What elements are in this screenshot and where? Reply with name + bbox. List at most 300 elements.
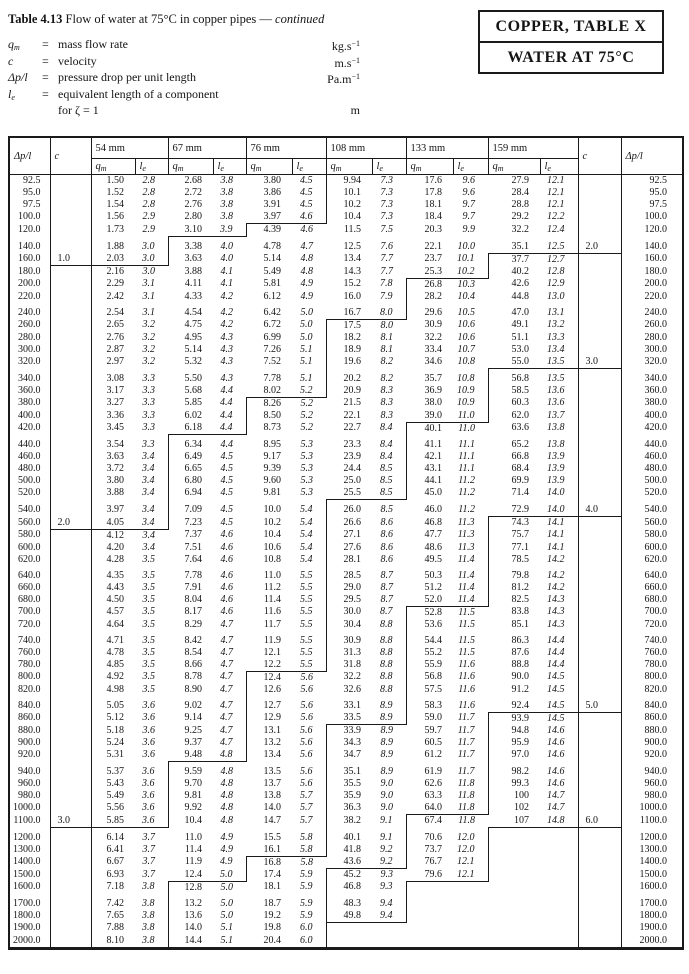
cell-dpl-left: 800.0 bbox=[18, 671, 41, 683]
cell-qm-54: 3.27 bbox=[91, 397, 135, 410]
cell-qm-159: 65.2 bbox=[511, 439, 529, 450]
cell-qm-159: 58.5 bbox=[488, 385, 540, 398]
cell-c-left bbox=[50, 529, 91, 542]
cell-le-133 bbox=[453, 935, 488, 949]
cell-dpl-left: 700.0 bbox=[18, 606, 41, 618]
cell-le-76: 5.3 bbox=[300, 463, 313, 474]
cell-qm-76: 7.26 bbox=[263, 343, 281, 355]
cell-qm-133: 28.2 bbox=[406, 291, 453, 303]
cell-qm-54: 1.54 bbox=[91, 199, 135, 211]
cell-le-54: 3.7 bbox=[142, 831, 155, 843]
cell-le-54: 3.6 bbox=[142, 699, 155, 711]
cell-dpl-left: 95.0 bbox=[23, 187, 41, 198]
cell-c-left bbox=[50, 187, 91, 199]
cell-qm-159: 66.8 bbox=[511, 451, 529, 462]
cell-qm-54: 4.43 bbox=[91, 582, 135, 594]
cell-qm-133: 59.0 bbox=[406, 712, 453, 725]
cell-le-159: 13.8 bbox=[547, 422, 565, 434]
cell-c-left bbox=[50, 725, 91, 738]
legend-equals bbox=[42, 102, 58, 119]
cell-le-159: 14.3 bbox=[547, 593, 565, 605]
cell-qm-54: 5.24 bbox=[91, 737, 135, 749]
cell-qm-108: 31.8 bbox=[326, 659, 372, 672]
cell-le-54: 3.5 bbox=[142, 634, 155, 646]
cell-le-159: 12.1 bbox=[547, 175, 565, 186]
cell-dpl-left: 880.0 bbox=[18, 724, 41, 736]
legend-equals: = bbox=[42, 86, 49, 101]
cell-le-159: 14.2 bbox=[547, 581, 565, 593]
cell-qm-133: 48.6 bbox=[424, 541, 442, 553]
cell-le-54: 3.8 bbox=[142, 934, 155, 946]
cell-dpl-right: 600.0 bbox=[621, 542, 683, 554]
cell-dpl-right: 260.0 bbox=[621, 319, 683, 332]
cell-c-left bbox=[50, 373, 91, 385]
cell-qm-76: 9.39 bbox=[263, 463, 281, 474]
table-row bbox=[9, 635, 683, 647]
cell-le-76: 6.0 bbox=[300, 934, 313, 946]
cell-qm-108: 35.1 bbox=[326, 766, 372, 778]
cell-le-108: 9.4 bbox=[372, 910, 406, 923]
cell-qm-133: 25.3 bbox=[406, 266, 453, 279]
cell-c-right bbox=[578, 635, 621, 647]
cell-dpl-right: 800.0 bbox=[621, 671, 683, 684]
cell-qm-159: 85.1 bbox=[511, 618, 529, 630]
cell-qm-54: 1.52 bbox=[91, 187, 135, 199]
cell-qm-67: 9.59 bbox=[168, 766, 213, 778]
cell-qm-76: 8.73 bbox=[246, 422, 292, 435]
cell-qm-159: 44.8 bbox=[511, 290, 529, 302]
cell-le-67: 4.6 bbox=[220, 553, 233, 565]
cell-le-67: 5.1 bbox=[220, 934, 233, 946]
cell-qm-67: 4.33 bbox=[184, 290, 202, 302]
cell-c-left bbox=[50, 385, 91, 398]
cell-qm-133: 52.0 bbox=[406, 594, 453, 607]
cell-qm-159: 91.2 bbox=[511, 683, 529, 695]
cell-le-133: 11.4 bbox=[453, 594, 488, 607]
table-row bbox=[9, 594, 683, 607]
cell-dpl-left: 900.0 bbox=[18, 737, 41, 748]
cell-c-left bbox=[50, 504, 91, 517]
cell-qm-133: 34.6 bbox=[424, 355, 442, 367]
cell-qm-108: 34.3 bbox=[326, 737, 372, 749]
header-le-1: $l_e$ bbox=[213, 159, 246, 175]
cell-le-133: 9.7 bbox=[462, 211, 475, 223]
cell-dpl-left: 540.0 bbox=[18, 504, 41, 516]
cell-qm-108: 30.4 bbox=[326, 619, 372, 631]
cell-dpl-left: 520.0 bbox=[18, 487, 41, 499]
cell-le-133: 10.5 bbox=[457, 306, 475, 318]
cell-le-54: 3.8 bbox=[142, 909, 155, 921]
cell-le-76: 5.0 bbox=[300, 331, 313, 343]
cell-le-133: 10.4 bbox=[457, 290, 475, 302]
cell-qm-159: 74.3 bbox=[488, 517, 540, 530]
cell-le-108: 8.8 bbox=[380, 658, 393, 670]
cell-le-76: 5.8 bbox=[300, 831, 313, 843]
cell-qm-133: 56.8 bbox=[406, 671, 453, 684]
cell-qm-159: 87.6 bbox=[511, 646, 529, 658]
cell-qm-54: 2.87 bbox=[91, 344, 135, 356]
cell-qm-67: 13.6 bbox=[168, 910, 213, 923]
legend-equals: = bbox=[42, 53, 49, 68]
cell-qm-159: 28.4 bbox=[511, 187, 529, 198]
cell-qm-67: 5.32 bbox=[184, 355, 202, 367]
cell-qm-67: 12.4 bbox=[168, 869, 213, 882]
cell-qm-67: 9.92 bbox=[168, 802, 213, 815]
cell-qm-67: 11.4 bbox=[184, 843, 202, 855]
cell-le-67: 4.6 bbox=[220, 541, 233, 553]
cell-qm-108: 17.5 bbox=[326, 319, 372, 332]
cell-c-left bbox=[50, 463, 91, 475]
cell-le-54: 3.6 bbox=[142, 749, 155, 761]
cell-le-133: 11.8 bbox=[453, 802, 488, 815]
legend-row bbox=[8, 86, 360, 103]
cell-c-right: 2.0 bbox=[578, 241, 621, 254]
cell-le-76: 5.6 bbox=[300, 712, 313, 724]
cell-c-left bbox=[50, 778, 91, 790]
cell-le-76: 5.4 bbox=[300, 516, 313, 528]
cell-dpl-right: 900.0 bbox=[621, 737, 683, 749]
table-row bbox=[9, 766, 683, 778]
cell-le-108: 8.4 bbox=[380, 451, 393, 462]
cell-dpl-right: 97.5 bbox=[621, 199, 683, 211]
cell-le-76: 5.1 bbox=[300, 372, 313, 384]
cell-qm-133: 36.9 bbox=[424, 384, 442, 396]
cell-le-133: 11.1 bbox=[458, 451, 475, 462]
cell-c-right bbox=[578, 749, 621, 762]
legend-text: velocity bbox=[58, 53, 97, 68]
cell-le-67: 4.5 bbox=[220, 516, 233, 528]
cell-c-right bbox=[578, 175, 621, 188]
cell-le-108: 8.9 bbox=[380, 737, 393, 748]
cell-qm-67: 9.37 bbox=[184, 737, 202, 748]
cell-qm-108: 20.9 bbox=[326, 385, 372, 398]
cell-dpl-right: 300.0 bbox=[621, 344, 683, 356]
cell-le-67: 4.4 bbox=[220, 397, 233, 409]
cell-dpl-right: 660.0 bbox=[621, 582, 683, 594]
cell-c-left bbox=[50, 684, 91, 696]
cell-le-108: 7.8 bbox=[380, 278, 393, 290]
cell-dpl-left: 920.0 bbox=[18, 749, 41, 761]
cell-dpl-right: 340.0 bbox=[621, 373, 683, 385]
cell-qm-133: 39.0 bbox=[406, 410, 453, 423]
cell-dpl-left: 660.0 bbox=[18, 581, 41, 593]
table-row bbox=[9, 224, 683, 237]
table-row bbox=[9, 712, 683, 725]
header-size-76mm: 76 mm bbox=[246, 137, 326, 159]
cell-le-159: 12.2 bbox=[547, 211, 565, 223]
cell-le-133: 11.6 bbox=[458, 671, 475, 683]
cell-le-67: 4.9 bbox=[220, 831, 233, 843]
cell-qm-133: 29.6 bbox=[406, 307, 453, 320]
table-row bbox=[9, 606, 683, 619]
cell-qm-67: 3.38 bbox=[168, 241, 213, 254]
cell-qm-133 bbox=[406, 898, 453, 910]
cell-qm-54: 5.85 bbox=[91, 815, 135, 828]
cell-qm-76: 18.1 bbox=[263, 881, 281, 893]
cell-le-108: 8.5 bbox=[380, 475, 393, 486]
cell-qm-133: 33.4 bbox=[424, 343, 442, 355]
cell-le-108: 7.7 bbox=[380, 265, 393, 277]
legend-text: pressure drop per unit length bbox=[58, 70, 196, 84]
cell-le-54: 3.3 bbox=[142, 384, 155, 396]
cell-le-133: 11.7 bbox=[457, 712, 475, 724]
table-row bbox=[9, 790, 683, 802]
cell-le-159 bbox=[540, 898, 578, 910]
cell-dpl-right: 680.0 bbox=[621, 594, 683, 607]
cell-le-54: 3.5 bbox=[142, 671, 155, 683]
cell-qm-133: 30.9 bbox=[424, 319, 442, 331]
cell-le-159: 12.9 bbox=[547, 278, 565, 290]
cell-c-right bbox=[578, 671, 621, 684]
cell-c-right bbox=[578, 856, 621, 869]
cell-le-133: 12.0 bbox=[457, 831, 475, 843]
cell-le-108: 8.3 bbox=[380, 409, 393, 421]
cell-qm-54: 4.50 bbox=[91, 594, 135, 607]
cell-le-133: 11.6 bbox=[458, 683, 475, 695]
table-row bbox=[9, 869, 683, 882]
cell-dpl-right: 980.0 bbox=[621, 790, 683, 802]
cell-le-108: 8.7 bbox=[380, 593, 393, 605]
cell-le-133: 11.3 bbox=[457, 516, 475, 528]
cell-qm-67: 4.54 bbox=[184, 306, 202, 318]
cell-qm-54: 3.17 bbox=[91, 385, 135, 398]
table-row bbox=[9, 737, 683, 749]
cell-c-right bbox=[578, 410, 621, 423]
cell-le-76: 4.5 bbox=[300, 199, 313, 210]
header-qm-4: $q_m$ bbox=[406, 159, 453, 175]
table-row bbox=[9, 410, 683, 423]
cell-le-54: 3.6 bbox=[142, 790, 155, 801]
cell-le-54: 3.3 bbox=[142, 439, 155, 450]
cell-le-159: 14.6 bbox=[547, 737, 565, 748]
cell-le-54: 3.5 bbox=[142, 606, 155, 618]
cell-dpl-left: 1900.0 bbox=[13, 922, 41, 934]
cell-qm-108: 34.7 bbox=[326, 749, 372, 762]
cell-c-left bbox=[50, 554, 91, 566]
cell-le-54: 3.1 bbox=[142, 290, 155, 302]
cell-qm-76: 9.17 bbox=[263, 451, 281, 462]
cell-qm-108 bbox=[326, 922, 372, 935]
cell-qm-54: 3.63 bbox=[91, 451, 135, 463]
cell-le-54: 3.2 bbox=[142, 343, 155, 355]
cell-qm-108: 43.6 bbox=[326, 856, 372, 869]
cell-c-right bbox=[578, 224, 621, 237]
cell-le-54: 3.4 bbox=[142, 529, 155, 541]
cell-le-54: 3.0 bbox=[142, 266, 155, 277]
cell-c-right bbox=[578, 659, 621, 672]
cell-qm-67: 11.0 bbox=[184, 831, 202, 843]
cell-le-67: 4.7 bbox=[220, 683, 233, 695]
table-row bbox=[9, 266, 683, 279]
cell-dpl-right: 1400.0 bbox=[621, 856, 683, 869]
cell-le-76: 4.9 bbox=[300, 278, 313, 290]
cell-le-108: 8.0 bbox=[380, 319, 393, 331]
cell-qm-159: 42.6 bbox=[511, 278, 529, 290]
table-row bbox=[9, 570, 683, 582]
cell-qm-76: 7.78 bbox=[263, 372, 281, 384]
cell-qm-54: 2.16 bbox=[91, 266, 135, 279]
cell-le-159: 13.5 bbox=[540, 356, 578, 369]
cell-dpl-left: 320.0 bbox=[18, 355, 41, 367]
cell-qm-54: 4.71 bbox=[91, 635, 135, 647]
cell-qm-133: 73.7 bbox=[406, 844, 453, 857]
cell-qm-108: 33.5 bbox=[326, 712, 372, 725]
table-row bbox=[9, 291, 683, 303]
cell-le-133: 10.9 bbox=[457, 397, 475, 409]
cell-le-54: 3.0 bbox=[142, 240, 155, 252]
cell-c-right bbox=[578, 790, 621, 802]
legend-equals: = bbox=[42, 70, 49, 84]
cell-le-76: 4.8 bbox=[300, 265, 313, 277]
cell-le-133: 10.8 bbox=[457, 355, 475, 367]
cell-le-54: 2.8 bbox=[142, 187, 155, 198]
cell-le-54: 3.4 bbox=[142, 487, 155, 499]
cell-qm-54: 3.54 bbox=[91, 439, 135, 451]
cell-dpl-right: 100.0 bbox=[621, 211, 683, 224]
cell-qm-67: 5.14 bbox=[184, 343, 202, 355]
cell-qm-133: 64.0 bbox=[406, 802, 453, 815]
cell-qm-108: 46.8 bbox=[326, 881, 372, 894]
table-row bbox=[9, 619, 683, 631]
cell-qm-133 bbox=[406, 881, 453, 894]
cell-le-76: 5.3 bbox=[300, 487, 313, 499]
cell-qm-67: 5.85 bbox=[184, 397, 202, 409]
cell-dpl-right: 160.0 bbox=[621, 253, 683, 266]
cell-dpl-left: 1600.0 bbox=[13, 881, 41, 893]
header-size-133mm: 133 mm bbox=[406, 137, 488, 159]
cell-le-159: 14.6 bbox=[547, 749, 565, 761]
cell-dpl-right: 740.0 bbox=[621, 635, 683, 647]
cell-le-76: 4.6 bbox=[292, 211, 326, 224]
cell-le-133: 11.8 bbox=[457, 790, 475, 801]
cell-qm-159: 40.2 bbox=[488, 266, 540, 279]
table-row bbox=[9, 487, 683, 500]
cell-qm-54: 6.93 bbox=[91, 869, 135, 882]
cell-c-right bbox=[578, 385, 621, 398]
cell-le-67: 4.5 bbox=[220, 504, 233, 516]
cell-qm-108: 18.2 bbox=[326, 332, 372, 344]
cell-le-159: 14.5 bbox=[547, 712, 565, 724]
table-row bbox=[9, 554, 683, 566]
cell-le-108: 8.5 bbox=[380, 504, 393, 516]
table-row bbox=[9, 517, 683, 530]
cell-le-54: 3.7 bbox=[142, 856, 155, 868]
cell-le-54: 3.5 bbox=[142, 581, 155, 593]
header-size-108mm: 108 mm bbox=[326, 137, 406, 159]
cell-dpl-left: 840.0 bbox=[18, 699, 41, 711]
cell-qm-108: 25.0 bbox=[343, 475, 361, 486]
cell-le-67: 4.8 bbox=[220, 778, 233, 789]
cell-c-right bbox=[578, 451, 621, 463]
cell-le-108: 8.9 bbox=[372, 712, 406, 725]
cell-qm-133: 67.4 bbox=[406, 815, 453, 828]
cell-le-108: 8.2 bbox=[380, 372, 393, 384]
cell-c-right: 6.0 bbox=[578, 815, 621, 828]
cell-qm-54: 5.43 bbox=[91, 778, 135, 790]
cell-le-133: 11.5 bbox=[458, 618, 475, 630]
cell-c-left bbox=[50, 319, 91, 332]
table-row bbox=[9, 922, 683, 935]
cell-le-67: 5.0 bbox=[220, 881, 233, 893]
cell-dpl-right: 120.0 bbox=[621, 224, 683, 237]
cell-le-133: 11.6 bbox=[458, 658, 475, 670]
cell-le-108: 9.3 bbox=[380, 869, 393, 880]
cell-le-108: 8.4 bbox=[380, 439, 393, 450]
cell-le-108: 8.4 bbox=[380, 422, 393, 434]
cell-le-54: 3.8 bbox=[142, 922, 155, 934]
cell-qm-108: 45.2 bbox=[326, 869, 372, 882]
cell-qm-67: 14.0 bbox=[168, 922, 213, 935]
cell-qm-159: 107 bbox=[488, 815, 540, 828]
cell-le-159: 13.8 bbox=[547, 439, 565, 450]
cell-c-left bbox=[50, 224, 91, 237]
cell-le-159 bbox=[540, 856, 578, 869]
header-le-5: $l_e$ bbox=[540, 159, 578, 175]
cell-dpl-left: 860.0 bbox=[18, 712, 41, 724]
cell-le-159: 14.3 bbox=[547, 618, 565, 630]
cell-le-67: 4.6 bbox=[220, 593, 233, 605]
cell-qm-133: 61.2 bbox=[424, 749, 442, 761]
cell-qm-67: 7.64 bbox=[184, 553, 202, 565]
cell-le-108: 9.2 bbox=[380, 843, 393, 855]
cell-dpl-left: 240.0 bbox=[18, 306, 41, 318]
cell-qm-67: 8.54 bbox=[184, 646, 202, 658]
cell-dpl-left: 1200.0 bbox=[13, 831, 41, 843]
cell-qm-54: 4.05 bbox=[91, 517, 135, 530]
cell-qm-76: 3.97 bbox=[246, 211, 292, 224]
cell-qm-108: 22.7 bbox=[343, 422, 361, 434]
cell-le-133: 12.0 bbox=[457, 843, 475, 855]
cell-le-108: 9.0 bbox=[380, 802, 393, 814]
cell-qm-133: 41.1 bbox=[406, 439, 453, 451]
cell-qm-108: 26.0 bbox=[326, 504, 372, 517]
cell-dpl-left: 600.0 bbox=[18, 541, 41, 553]
cell-qm-54: 4.78 bbox=[91, 647, 135, 659]
cell-qm-133: 22.1 bbox=[424, 240, 442, 252]
cell-qm-159: 28.8 bbox=[511, 199, 529, 210]
cell-qm-54: 5.31 bbox=[91, 749, 135, 762]
cell-qm-76: 8.26 bbox=[246, 397, 292, 410]
cell-dpl-right: 840.0 bbox=[621, 700, 683, 713]
cell-le-67: 4.4 bbox=[213, 422, 246, 435]
cell-dpl-right: 540.0 bbox=[621, 504, 683, 517]
cell-dpl-left: 480.0 bbox=[18, 463, 41, 474]
cell-c-left bbox=[50, 241, 91, 254]
cell-qm-54: 5.49 bbox=[91, 790, 135, 802]
cell-qm-108: 16.0 bbox=[343, 290, 361, 302]
cell-qm-133: 40.1 bbox=[406, 422, 453, 435]
cell-le-76: 5.9 bbox=[300, 881, 313, 893]
cell-dpl-right: 320.0 bbox=[621, 356, 683, 369]
cell-qm-67: 3.10 bbox=[168, 224, 213, 237]
cell-le-108: 8.8 bbox=[380, 683, 393, 695]
cell-le-67: 4.0 bbox=[220, 240, 233, 252]
cell-le-159: 12.4 bbox=[547, 223, 565, 235]
cell-le-108: 8.6 bbox=[380, 541, 393, 553]
cell-le-67: 4.7 bbox=[220, 712, 233, 724]
cell-qm-133: 20.3 bbox=[424, 223, 442, 235]
cell-le-76: 4.9 bbox=[300, 290, 313, 302]
cell-dpl-right: 1100.0 bbox=[621, 815, 683, 828]
cell-le-133: 10.3 bbox=[457, 278, 475, 290]
cell-dpl-right: 780.0 bbox=[621, 659, 683, 672]
cell-le-54: 3.5 bbox=[142, 618, 155, 630]
cell-qm-159: 98.2 bbox=[488, 766, 540, 778]
cell-qm-159 bbox=[488, 881, 540, 894]
table-row bbox=[9, 278, 683, 291]
cell-le-67: 4.7 bbox=[220, 646, 233, 658]
cell-qm-133: 23.7 bbox=[424, 253, 442, 265]
